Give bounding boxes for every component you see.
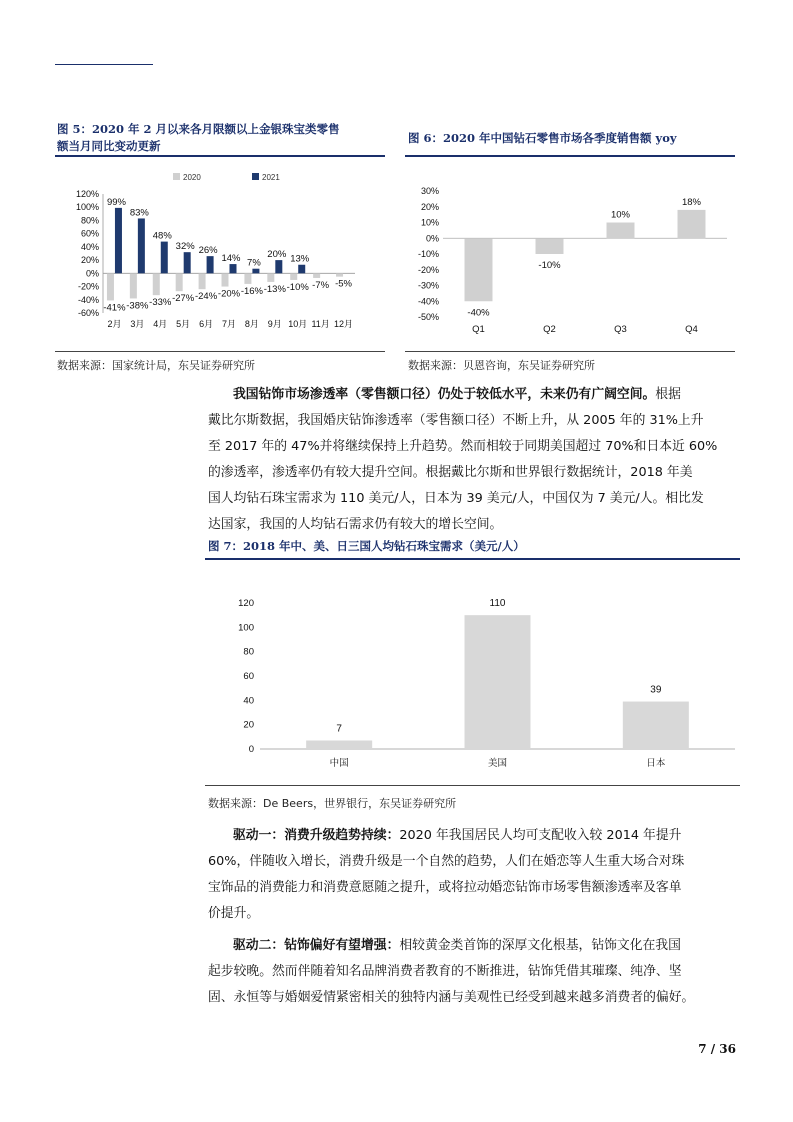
legend-swatch-2020 — [173, 173, 180, 180]
y-tick-label: 10% — [420, 217, 439, 228]
paragraph-driver-one: 驱动一：消费升级趋势持续：2020 年我国居民人均可支配收入较 2014 年提升 60%，伴随收入增长，消费升级是一个自然的趋势，人们在婚恋等人生重大场合对珠 宝饰品的消费能力和消费意愿随之提升，或将拉动婚恋钻饰市场零售额渗透率及客单 价提升。 — [208, 828, 685, 921]
y-tick-label: -50% — [417, 312, 439, 322]
y-tick-label: 20 — [243, 719, 254, 731]
data-label-2021: 13% — [290, 253, 310, 265]
data-label-2020: -7% — [312, 279, 330, 291]
data-label-2021: 26% — [198, 245, 218, 257]
fig6-title-rule — [405, 155, 735, 157]
data-label-2021: 14% — [221, 253, 241, 265]
x-tick-label: 中国 — [329, 758, 349, 769]
data-label-中国: 7 — [336, 723, 342, 735]
x-tick-label: 10月 — [288, 319, 308, 329]
bar-2020 — [313, 273, 320, 278]
bar-2020 — [199, 273, 206, 289]
fig7-chart — [205, 585, 740, 775]
data-label-2020: -41% — [103, 302, 126, 314]
y-tick-label: 30% — [420, 186, 439, 196]
data-label-2020: -38% — [126, 300, 149, 312]
y-tick-label: 120% — [75, 189, 99, 199]
y-tick-label: -10% — [417, 249, 439, 259]
x-tick-label: Q2 — [543, 324, 556, 335]
page-number: 7 / 36 — [698, 1042, 736, 1056]
bar-2021 — [138, 218, 145, 273]
y-tick-label: -40% — [417, 296, 439, 307]
fig5-title: 图 5：2020 年 2 月以来各月限额以上金银珠宝类零售 额当月同比变动更新 — [57, 122, 340, 153]
bar-2020 — [336, 273, 343, 276]
bar-Q2 — [536, 238, 564, 254]
bar-2021 — [230, 264, 237, 273]
y-tick-label: -20% — [417, 264, 439, 275]
data-label-2020: -10% — [286, 281, 309, 293]
bar-中国 — [306, 740, 372, 749]
y-tick-label: 100 — [238, 622, 254, 634]
y-tick-label: 60% — [80, 228, 99, 239]
header-rule — [55, 64, 153, 65]
y-tick-label: 20% — [420, 201, 439, 212]
fig6-source: 数据来源：贝恩咨询，东吴证券研究所 — [408, 359, 595, 372]
x-tick-label: 2月 — [107, 319, 122, 329]
fig5-chart — [55, 160, 385, 350]
legend-label-2021: 2021 — [262, 173, 280, 182]
x-tick-label: 8月 — [244, 319, 259, 329]
x-tick-label: 12月 — [334, 319, 354, 329]
data-label-2021: 20% — [267, 249, 287, 261]
data-label-日本: 39 — [650, 684, 662, 696]
y-tick-label: 0% — [425, 233, 439, 244]
y-tick-label: 100% — [75, 202, 99, 213]
bar-2021 — [275, 260, 282, 273]
y-tick-label: 120 — [238, 598, 254, 609]
fig5-source: 数据来源：国家统计局，东吴证券研究所 — [57, 359, 255, 372]
data-label-2021: 32% — [175, 241, 195, 253]
fig7-title-rule — [205, 558, 740, 560]
bar-2020 — [176, 273, 183, 291]
x-tick-label: 4月 — [153, 319, 168, 329]
y-tick-label: 80% — [80, 215, 99, 226]
data-label-Q4: 18% — [681, 196, 702, 208]
x-tick-label: Q1 — [472, 324, 485, 335]
data-label-2020: -33% — [149, 297, 172, 309]
data-label-2020: -24% — [194, 291, 218, 303]
data-label-2020: -16% — [240, 285, 264, 297]
y-tick-label: 20% — [80, 255, 99, 266]
x-tick-label: 美国 — [487, 758, 508, 769]
data-label-2021: 99% — [106, 196, 126, 208]
x-tick-label: 日本 — [646, 758, 666, 769]
data-label-2021: 7% — [247, 257, 261, 269]
paragraph-penetration: 我国钻饰市场渗透率（零售额口径）仍处于较低水平，未来仍有广阔空间。根据 戴比尔斯数据，我国婚庆钻饰渗透率（零售额口径）不断上升，从 2005 年的 31%上升 至 2017 年的 47%并将继续保持上升趋势。然而相较于同期美国超过 70%和日本近 60% 的渗透率，渗透率仍有较大提升空间。根据戴比尔斯和世界银行数据统计，2018 年美 国人均钻石珠宝需求为 110 美元/人，日本为 39 美元/人，中国仅为 7 美元/人。相比发 达国家，我国的人均钻石需求仍有较大的增长空间。 — [208, 387, 718, 532]
y-tick-label: 0% — [85, 268, 99, 279]
fig5-title-rule — [55, 155, 385, 157]
legend-swatch-2021 — [252, 173, 259, 180]
legend-label-2020: 2020 — [183, 173, 201, 182]
x-tick-label: 7月 — [221, 319, 237, 329]
x-tick-label: Q4 — [685, 324, 698, 335]
data-label-2020: -13% — [263, 283, 286, 295]
bar-2021 — [207, 256, 214, 273]
x-tick-label: 11月 — [311, 319, 330, 329]
data-label-2020: -5% — [335, 278, 352, 290]
y-tick-label: 40 — [243, 695, 254, 707]
bar-2020 — [267, 273, 274, 282]
y-tick-label: -60% — [77, 308, 99, 318]
bar-2020 — [290, 273, 297, 280]
y-tick-label: -30% — [417, 280, 439, 291]
data-label-2020: -27% — [172, 293, 195, 305]
fig5-bottom-rule — [55, 351, 385, 352]
fig6-bottom-rule — [405, 351, 735, 352]
y-tick-label: 40% — [80, 241, 99, 252]
data-label-美国: 110 — [489, 598, 506, 610]
x-tick-label: Q3 — [614, 324, 627, 335]
data-label-Q2: -10% — [538, 260, 561, 271]
y-tick-label: 80 — [243, 646, 254, 658]
y-tick-label: -40% — [77, 294, 99, 305]
bar-美国 — [465, 615, 531, 749]
bar-2020 — [153, 273, 160, 295]
x-tick-label: 3月 — [130, 319, 145, 329]
bar-2021 — [115, 208, 122, 273]
fig7-bottom-rule — [205, 785, 740, 786]
bar-2020 — [222, 273, 229, 286]
bar-Q1 — [465, 238, 493, 301]
x-tick-label: 5月 — [176, 319, 191, 329]
y-tick-label: 0 — [248, 744, 254, 755]
x-tick-label: 9月 — [267, 319, 282, 329]
y-tick-label: -20% — [77, 281, 99, 292]
bar-2021 — [252, 269, 259, 274]
x-tick-label: 6月 — [199, 319, 214, 329]
bar-2020 — [130, 273, 137, 298]
data-label-2021: 48% — [152, 230, 172, 242]
fig7-source: 数据来源：De Beers，世界银行，东吴证券研究所 — [208, 797, 457, 810]
bar-Q3 — [607, 223, 635, 239]
data-label-Q3: 10% — [610, 209, 631, 221]
fig6-chart — [405, 160, 735, 350]
bar-2021 — [161, 242, 168, 274]
bar-2020 — [107, 273, 114, 300]
y-tick-label: 60 — [243, 671, 254, 682]
fig7-title: 图 7：2018 年中、美、日三国人均钻石珠宝需求（美元/人） — [208, 539, 525, 553]
bar-2020 — [244, 273, 251, 284]
bar-Q4 — [678, 210, 706, 238]
fig6-title: 图 6：2020 年中国钻石零售市场各季度销售额 yoy — [408, 131, 677, 145]
bar-日本 — [623, 702, 689, 749]
data-label-2021: 83% — [129, 207, 149, 219]
bar-2021 — [298, 265, 305, 274]
paragraph-driver-two: 驱动二：钻饰偏好有望增强：相较黄金类首饰的深厚文化根基，钻饰文化在我国 起步较晚。然而伴随着知名品牌消费者教育的不断推进，钻饰凭借其璀璨、纯净、坚 固、永恒等与婚姻爱情紧密相关的独特内涵与美观性已经受到越来越多消费者的偏好。 — [208, 938, 695, 1005]
data-label-2020: -20% — [217, 288, 241, 300]
bar-2021 — [184, 252, 191, 273]
data-label-Q1: -40% — [467, 307, 490, 319]
